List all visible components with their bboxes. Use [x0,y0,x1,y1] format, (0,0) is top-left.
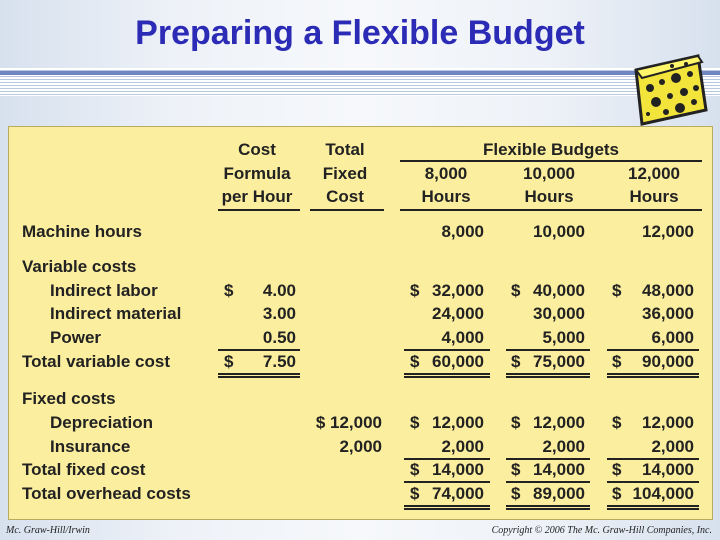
depreciation-fixed: $ 12,000 [315,413,382,432]
depreciation-col1: 12,000 [432,413,484,432]
total-overhead-col2-dollar: $ [511,484,521,503]
header-cols-underline [400,209,702,211]
total-variable-col2-dollar: $ [511,352,521,371]
power-col1: 4,000 [441,328,484,347]
row-label-indirect-material: Indirect material [50,304,182,323]
depreciation-col2-dollar: $ [511,413,521,432]
col2-head-1: 10,000 [523,164,575,183]
col1-total-dbl-1 [404,373,490,375]
slide-title: Preparing a Flexible Budget [135,14,585,52]
variable-col1-underline [404,349,490,351]
col3-total-dbl-2 [607,376,699,378]
header-cost-1: Cost [238,140,276,159]
insurance-col1: 2,000 [441,437,484,456]
overhead-col1-dbl-1 [404,505,490,507]
depreciation-col3-dollar: $ [612,413,622,432]
indirect-labor-formula-dollar: $ [224,281,234,300]
power-col2: 5,000 [542,328,585,347]
total-variable-col2: 75,000 [533,352,585,371]
header-flexible: Flexible Budgets [482,140,620,159]
col3-head-2: Hours [629,187,679,206]
row-label-power: Power [50,328,102,347]
indirect-labor-col2: 40,000 [533,281,585,300]
header-fixed-1: Total [325,140,365,159]
indirect-material-col2: 30,000 [533,304,585,323]
row-label-variable-costs: Variable costs [22,257,137,276]
power-formula: 0.50 [262,328,296,347]
header-cost-2: Formula [223,164,291,183]
row-label-total-variable: Total variable cost [22,352,171,371]
col2-total-dbl-1 [506,373,590,375]
footer-publisher: Mc. Graw-Hill/Irwin [6,525,90,536]
variable-total-dbl-2 [218,376,300,378]
row-label-total-fixed: Total fixed cost [22,460,146,479]
total-overhead-col3-dollar: $ [612,484,622,503]
indirect-labor-col3-dollar: $ [612,281,622,300]
indirect-material-col3: 36,000 [642,304,694,323]
row-label-insurance: Insurance [50,437,131,456]
header-flexible-underline [400,160,702,162]
depreciation-col2: 12,000 [533,413,585,432]
overhead-col1-dbl-2 [404,508,490,510]
total-variable-col3-dollar: $ [612,352,622,371]
total-fixed-col2-dollar: $ [511,460,521,479]
overhead-col1-underline [404,481,490,483]
row-label-total-overhead: Total overhead costs [22,484,191,503]
total-overhead-col1: 74,000 [432,484,484,503]
variable-total-dbl-1 [218,373,300,375]
total-variable-formula-dollar: $ [224,352,234,371]
col3-head-1: 12,000 [628,164,680,183]
total-fixed-col1-dollar: $ [410,460,420,479]
variable-col3-underline [607,349,699,351]
row-label-machine-hours: Machine hours [22,222,142,241]
overhead-col2-dbl-1 [506,505,590,507]
depreciation-col1-dollar: $ [410,413,420,432]
row-label-depreciation: Depreciation [50,413,153,432]
row-label-fixed-costs: Fixed costs [22,389,116,408]
total-variable-col3: 90,000 [642,352,694,371]
overhead-col3-dbl-1 [607,505,699,507]
overhead-col3-dbl-2 [607,508,699,510]
total-overhead-col1-dollar: $ [410,484,420,503]
title-divider [0,68,720,96]
total-fixed-col3: 14,000 [642,460,694,479]
indirect-labor-col2-dollar: $ [511,281,521,300]
machine-hours-col3: 12,000 [642,222,694,241]
col2-total-dbl-2 [506,376,590,378]
total-overhead-col2: 89,000 [533,484,585,503]
col1-head-1: 8,000 [424,164,468,183]
total-variable-col1-dollar: $ [410,352,420,371]
depreciation-col3: 12,000 [642,413,694,432]
overhead-col2-dbl-2 [506,508,590,510]
header-fixed-underline [310,209,384,211]
row-label-indirect-labor: Indirect labor [50,281,158,300]
col1-total-dbl-2 [404,376,490,378]
header-cost-underline [218,209,300,211]
total-variable-formula: 7.50 [262,352,296,371]
variable-formula-underline [218,349,300,351]
indirect-material-formula: 3.00 [262,304,296,323]
machine-hours-col1: 8,000 [441,222,484,241]
header-cost-3: per Hour [221,187,293,206]
col3-total-dbl-1 [607,373,699,375]
overhead-col3-underline [607,481,699,483]
overhead-col2-underline [506,481,590,483]
indirect-labor-formula: 4.00 [262,281,296,300]
insurance-fixed: 2,000 [339,437,382,456]
col2-head-2: Hours [524,187,574,206]
variable-col2-underline [506,349,590,351]
col1-head-2: Hours [421,187,471,206]
insurance-col2: 2,000 [542,437,585,456]
cheese-icon [632,54,710,126]
header-fixed-3: Cost [326,187,364,206]
indirect-labor-col1-dollar: $ [410,281,420,300]
total-overhead-col3: 104,000 [632,484,694,503]
machine-hours-col2: 10,000 [533,222,585,241]
footer-copyright: Copyright © 2006 The Mc. Graw-Hill Companies, Inc. [491,525,712,536]
total-variable-col1: 60,000 [432,352,484,371]
indirect-labor-col3: 48,000 [642,281,694,300]
total-fixed-col2: 14,000 [533,460,585,479]
total-fixed-col1: 14,000 [432,460,484,479]
indirect-labor-col1: 32,000 [432,281,484,300]
power-col3: 6,000 [651,328,694,347]
indirect-material-col1: 24,000 [432,304,484,323]
insurance-col3: 2,000 [651,437,694,456]
total-fixed-col3-dollar: $ [612,460,622,479]
header-fixed-2: Fixed [322,164,368,183]
